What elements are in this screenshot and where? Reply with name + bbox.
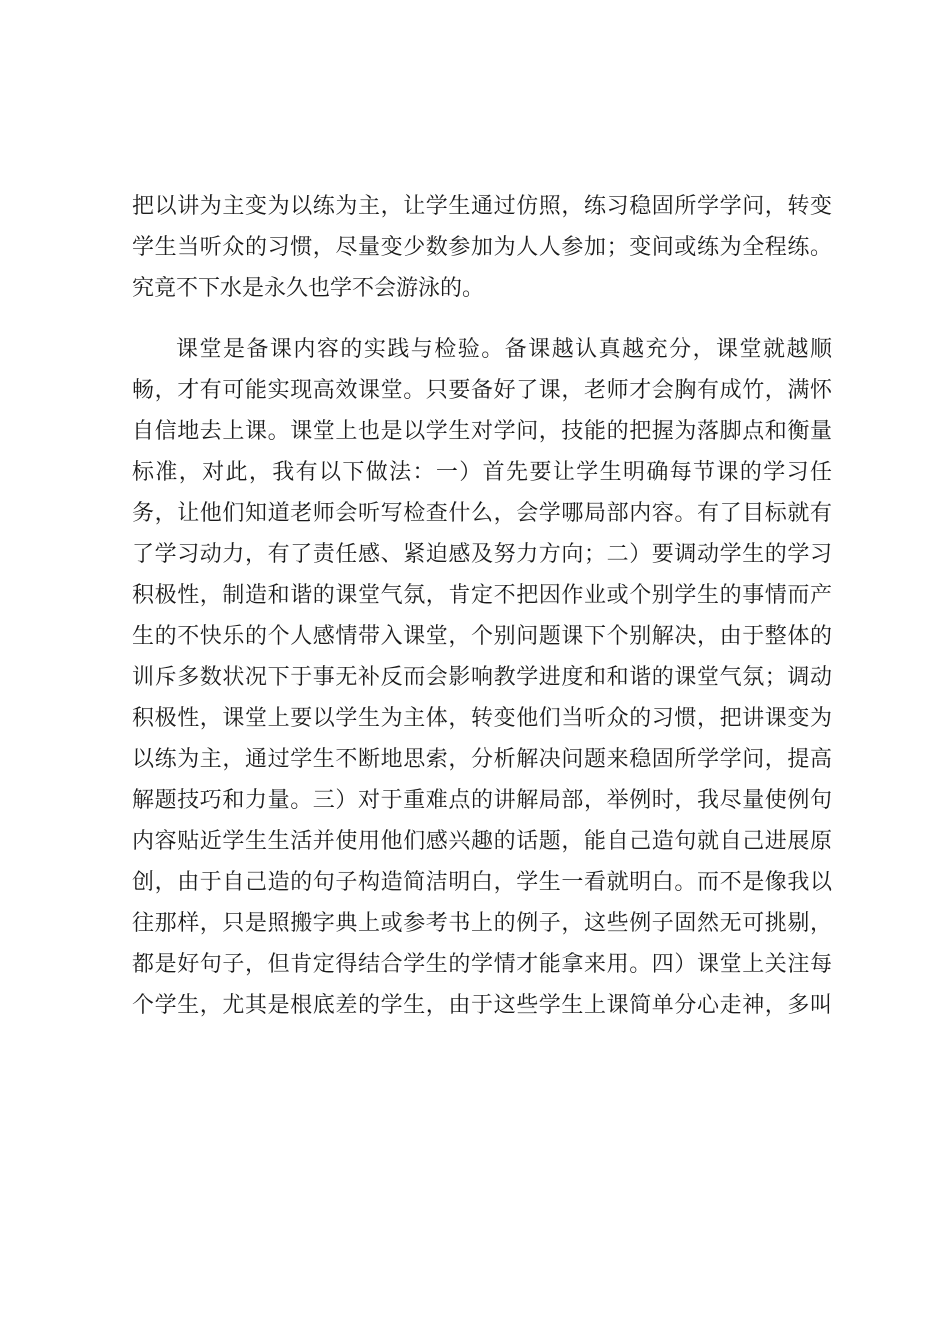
text-line: 课堂是备课内容的实践与检验。备课越认真越充分，课堂就越顺: [176, 337, 832, 362]
text-line: 解题技巧和力量。三）对于重难点的讲解局部，举例时，我尽量使例句: [132, 788, 832, 813]
text-line: 学生当听众的习惯，尽量变少数参加为人人参加；变间或练为全程练。: [132, 235, 832, 260]
paragraph-1: [132, 186, 832, 309]
text-line: 畅，才有可能实现高效课堂。只要备好了课，老师才会胸有成竹，满怀: [132, 378, 832, 403]
text-line: 积极性，制造和谐的课堂气氛，肯定不把因作业或个别学生的事情而产: [132, 583, 832, 608]
text-line: 内容贴近学生生活并使用他们感兴趣的话题，能自己造句就自己进展原: [132, 829, 832, 854]
text-line: 个学生，尤其是根底差的学生，由于这些学生上课简单分心走神，多叫: [132, 993, 832, 1018]
text-line: 究竟不下水是永久也学不会游泳的。: [132, 276, 485, 301]
text-line: 训斥多数状况下于事无补反而会影响教学进度和和谐的课堂气氛；调动: [132, 665, 832, 690]
text-line: 往那样，只是照搬字典上或参考书上的例子，这些例子固然无可挑剔，: [132, 911, 832, 936]
paragraph-spacer: [132, 309, 832, 329]
text-line: 都是好句子，但肯定得结合学生的学情才能拿来用。四）课堂上关注每: [132, 952, 832, 977]
document-body: [132, 186, 832, 1026]
text-line: 了学习动力，有了责任感、紧迫感及努力方向；二）要调动学生的学习: [132, 542, 832, 567]
text-line: 以练为主，通过学生不断地思索，分析解决问题来稳固所学学问，提高: [132, 747, 832, 772]
text-line: 把以讲为主变为以练为主，让学生通过仿照，练习稳固所学学问，转变: [132, 194, 832, 219]
text-line: 积极性，课堂上要以学生为主体，转变他们当听众的习惯，把讲课变为: [132, 706, 832, 731]
text-line: 生的不快乐的个人感情带入课堂，个别问题课下个别解决，由于整体的: [132, 624, 832, 649]
text-line: 标准，对此，我有以下做法：一）首先要让学生明确每节课的学习任: [132, 460, 832, 485]
text-line: 创，由于自己造的句子构造简洁明白，学生一看就明白。而不是像我以: [132, 870, 832, 895]
text-line: 务，让他们知道老师会听写检查什么，会学哪局部内容。有了目标就有: [132, 501, 832, 526]
text-line: 自信地去上课。课堂上也是以学生对学问，技能的把握为落脚点和衡量: [132, 419, 832, 444]
paragraph-2: [132, 329, 832, 1026]
